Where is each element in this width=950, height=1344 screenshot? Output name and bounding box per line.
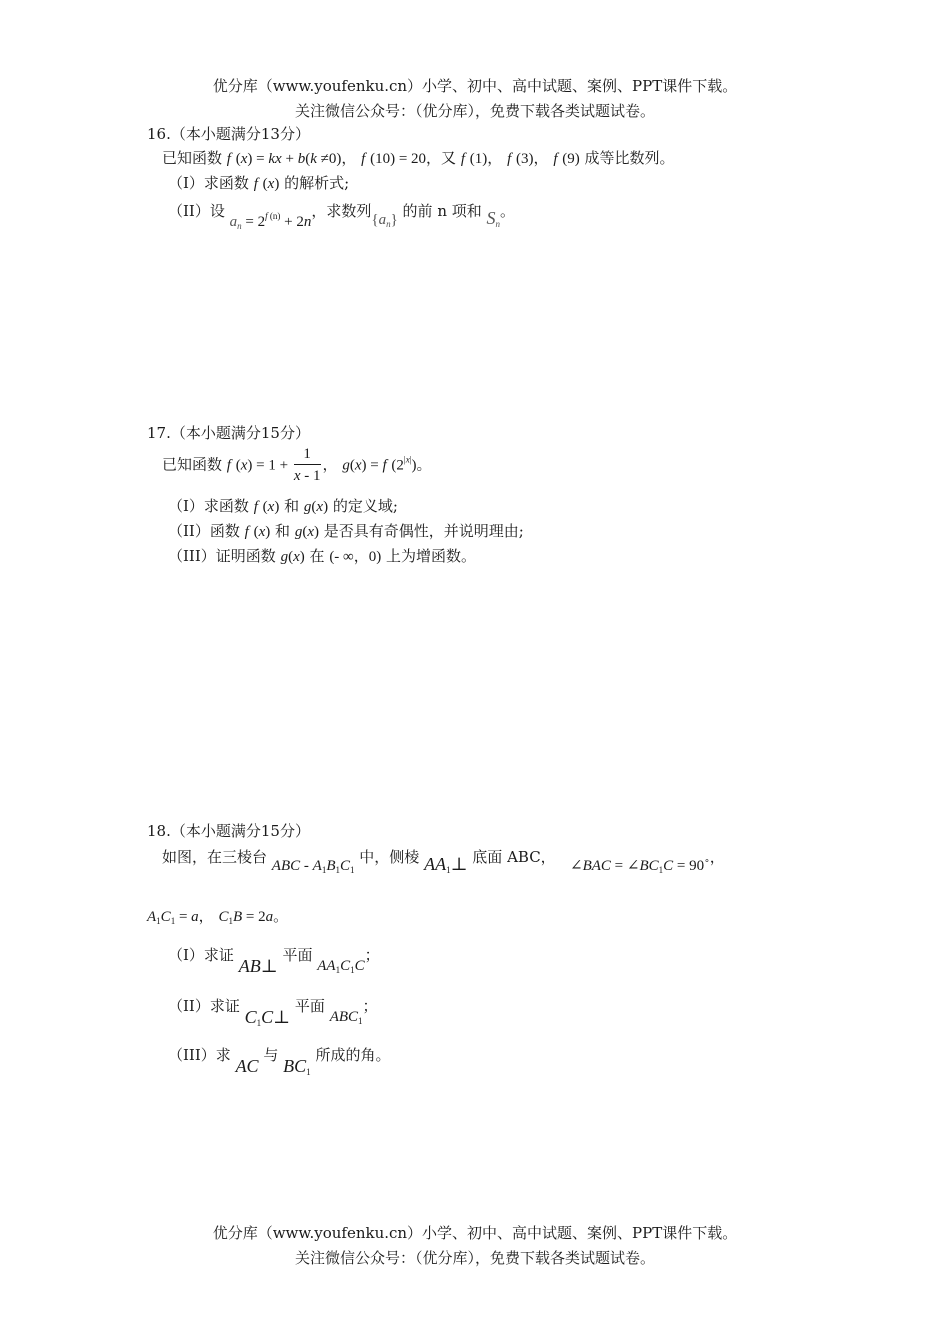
q18-part-1: （I）求证 AB⊥ 平面 $AA_1C_1C$；: [168, 946, 380, 976]
q18-part3-suffix: 所成的角。: [315, 1046, 391, 1064]
q16-stem-suffix: 成等比数列。: [584, 149, 675, 167]
q16-stem-again: ，又: [426, 149, 457, 167]
q17-stem-sep: ，: [322, 455, 338, 474]
q17-part1-and: 和: [284, 497, 300, 515]
q17-stem-prefix: 已知函数: [162, 455, 223, 474]
footer-line-2: 关注微信公众号：（优分库），免费下载各类试题试卷。: [294, 1249, 655, 1267]
q16-stem: 已知函数 f (x) = kx + b(k ≠0)， f (10) = 20，又 f (1)， f (3)， f (9) 成等比数列。: [162, 149, 675, 167]
q17-title: 17.（本小题满分15分）: [147, 424, 310, 442]
q16-part2-prefix: （II）设: [168, 202, 225, 220]
q16-part-1: （I）求函数 f (x) 的解析式;: [168, 174, 350, 192]
header-line-2: 关注微信公众号：（优分库），免费下载各类试题试卷。: [294, 102, 655, 120]
q18-part2-prefix: （II）求证: [168, 997, 240, 1015]
q18-condition: $A_1C_1 = a$， $C_1B = 2a$。: [147, 907, 289, 926]
q16-part-2: （II）设 $a_n = 2^f$ $^{(n)}$ + 2n，求数列$\{a_n\}$ 的前 n 项和 $S_n$。: [168, 202, 516, 231]
q17-part2-suffix: 是否具有奇偶性，并说明理由;: [323, 522, 524, 540]
q16-part2-suffix: 。: [500, 202, 516, 220]
q18-part1-mid: 平面: [282, 946, 313, 964]
q18-part1-suffix: ；: [364, 946, 380, 964]
q18-title: 18.（本小题满分15分）: [147, 822, 310, 840]
q16-part2-mid2: 的前 n 项和: [402, 202, 482, 220]
header-line-1: 优分库（www.youfenku.cn）小学、初中、高中试题、案例、PPT课件下载。: [212, 77, 738, 95]
q17-stem-suffix: 。: [416, 455, 432, 474]
q18-stem-prefix: 如图，在三棱台: [162, 848, 268, 866]
footer-line-1: 优分库（www.youfenku.cn）小学、初中、高中试题、案例、PPT课件下载。: [212, 1224, 738, 1242]
q18-stem: 如图，在三棱台 ABC - $A_1B_1C_1$ 中，侧棱 $AA_1\perp$ 底面 ABC， ∠BAC = $\angle BC_1C = 90^\circ$，: [162, 848, 725, 875]
q18-part2-mid: 平面: [294, 997, 325, 1015]
q17-stem: 已知函数 f (x) = 1 + $\frac{1}{x - 1}$ ， g(x) = f $(2^{|x|})$。: [162, 446, 432, 484]
q17-part2-prefix: （II）函数: [168, 522, 240, 540]
q16-title: 16.（本小题满分13分）: [147, 125, 310, 143]
q18-part1-prefix: （I）求证: [168, 946, 234, 964]
q17-part-1: （I）求函数 f (x) 和 g(x) 的定义域;: [168, 497, 398, 515]
q18-stem-mid2: 底面 ABC，: [472, 848, 556, 866]
q18-stem-mid: 中，侧棱: [359, 848, 420, 866]
q17-part3-suffix: 上为增函数。: [386, 547, 477, 565]
q16-part1-suffix: 的解析式;: [284, 174, 350, 192]
q17-part1-suffix: 的定义域;: [332, 497, 398, 515]
q17-part3-mid: 在: [309, 547, 325, 565]
q18-part-2: （II）求证 $C_1C\perp$ 平面 $ABC_1$；: [168, 997, 378, 1028]
q17-part-3: （III）证明函数 g(x) 在 (- ∞，0) 上为增函数。: [168, 547, 477, 565]
q18-part2-suffix: ；: [362, 997, 378, 1015]
q18-cond-sep: ，: [198, 907, 214, 925]
q17-part1-prefix: （I）求函数: [168, 497, 249, 515]
q17-part2-and: 和: [275, 522, 291, 540]
q16-part1-prefix: （I）求函数: [168, 174, 249, 192]
q17-part-2: （II）函数 f (x) 和 g(x) 是否具有奇偶性，并说明理由;: [168, 522, 524, 540]
q18-part3-prefix: （III）求: [168, 1046, 231, 1064]
q16-part2-mid: ，求数列: [311, 202, 372, 220]
q16-stem-middle: ，: [341, 149, 357, 167]
q16-stem-prefix: 已知函数: [162, 149, 223, 167]
q17-part3-prefix: （III）证明函数: [168, 547, 276, 565]
q18-part-3: （III）求 AC 与 $BC_1$ 所成的角。: [168, 1046, 391, 1077]
q18-stem-suffix: ，: [709, 848, 725, 866]
q18-part3-mid: 与: [263, 1046, 279, 1064]
q18-cond-end: 。: [273, 907, 289, 925]
